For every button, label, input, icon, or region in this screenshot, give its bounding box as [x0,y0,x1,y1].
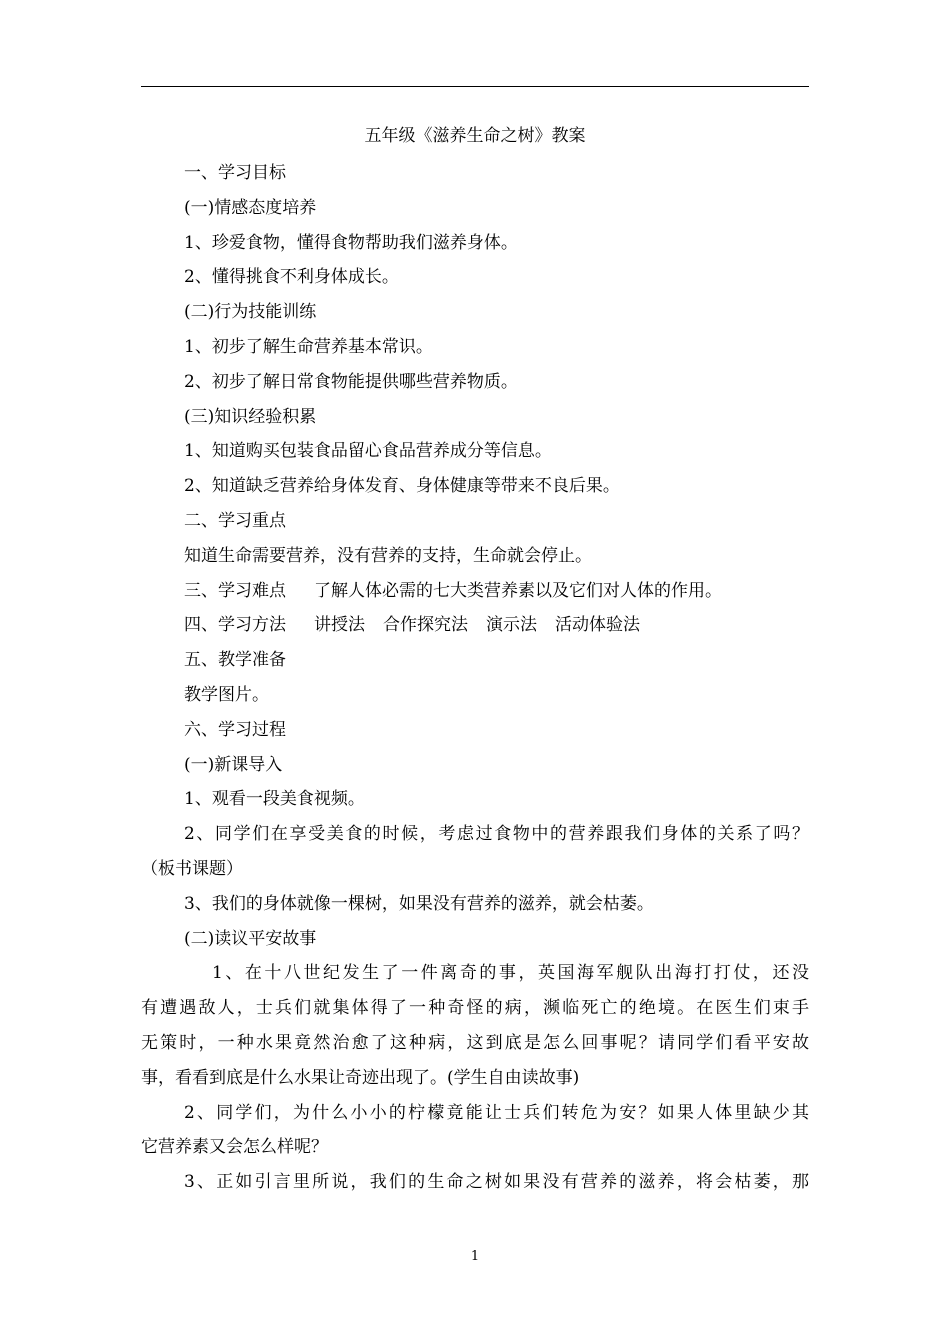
method-item: 讲授法 [314,615,365,636]
preparation-text: 教学图片。 [184,684,269,705]
method-item: 活动体验法 [555,615,640,636]
subheading-knowledge: (三)知识经验积累 [184,406,317,427]
paragraph-line: 2、同学们，为什么小小的柠檬竟能让士兵们转危为安？如果人体里缺少其 [184,1102,809,1123]
heading-preparation: 五、教学准备 [184,650,286,671]
paragraph-line: （板书课题） [141,858,243,879]
methods-line [141,610,809,645]
list-item: 2、懂得挑食不利身体成长。 [184,267,399,288]
paragraph-line: 事，看看到底是什么水果让奇迹出现了。(学生自由读故事) [141,1067,580,1088]
subheading-story: (二)读议平安故事 [184,928,317,949]
list-item: 1、观看一段美食视频。 [184,789,365,810]
document-title: 五年级《滋养生命之树》教案 [364,126,586,146]
subheading-intro: (一)新课导入 [184,754,283,775]
list-item: 2、知道缺乏营养给身体发育、身体健康等带来不良后果。 [184,476,620,497]
paragraph-line: 有遭遇敌人，士兵们就集体得了一种奇怪的病，濒临死亡的绝境。在医生们束手 [141,998,809,1019]
method-item: 演示法 [486,615,537,636]
list-item: 3、我们的身体就像一棵树，如果没有营养的滋养，就会枯萎。 [184,893,654,914]
heading-process: 六、学习过程 [184,719,286,740]
methods-label: 四、学习方法 [184,615,286,636]
key-points-text: 知道生命需要营养，没有营养的支持，生命就会停止。 [184,545,592,566]
paragraph-line: 3、正如引言里所说，我们的生命之树如果没有营养的滋养，将会枯萎，那 [184,1172,809,1193]
header-rule [141,86,809,87]
heading-learning-goals: 一、学习目标 [184,163,286,183]
list-item: 1、知道购买包装食品留心食品营养成分等信息。 [184,441,552,462]
subheading-emotion: (一)情感态度培养 [184,197,317,218]
heading-key-points: 二、学习重点 [184,510,286,531]
paragraph-line: 无策时，一种水果竟然治愈了这种病，这到底是怎么回事呢？请同学们看平安故 [141,1032,809,1053]
difficulty-label: 三、学习难点 [184,580,286,601]
paragraph-line: 2、同学们在享受美食的时候，考虑过食物中的营养跟我们身体的关系了吗？ [184,824,809,845]
subheading-skills: (二)行为技能训练 [184,302,317,323]
difficulty-text: 了解人体必需的七大类营养素以及它们对人体的作用。 [314,580,722,601]
document-body [141,158,809,1202]
list-item: 1、珍爱食物，懂得食物帮助我们滋养身体。 [184,232,518,253]
difficulty-line [141,576,809,611]
list-item: 2、初步了解日常食物能提供哪些营养物质。 [184,371,518,392]
paragraph-line: 1、在十八世纪发生了一件离奇的事，英国海军舰队出海打打仗，还没 [212,963,809,984]
paragraph-line: 它营养素又会怎么样呢？ [141,1137,328,1158]
list-item: 1、初步了解生命营养基本常识。 [184,336,433,357]
method-item: 合作探究法 [383,615,468,636]
page-number: 1 [470,1249,480,1264]
